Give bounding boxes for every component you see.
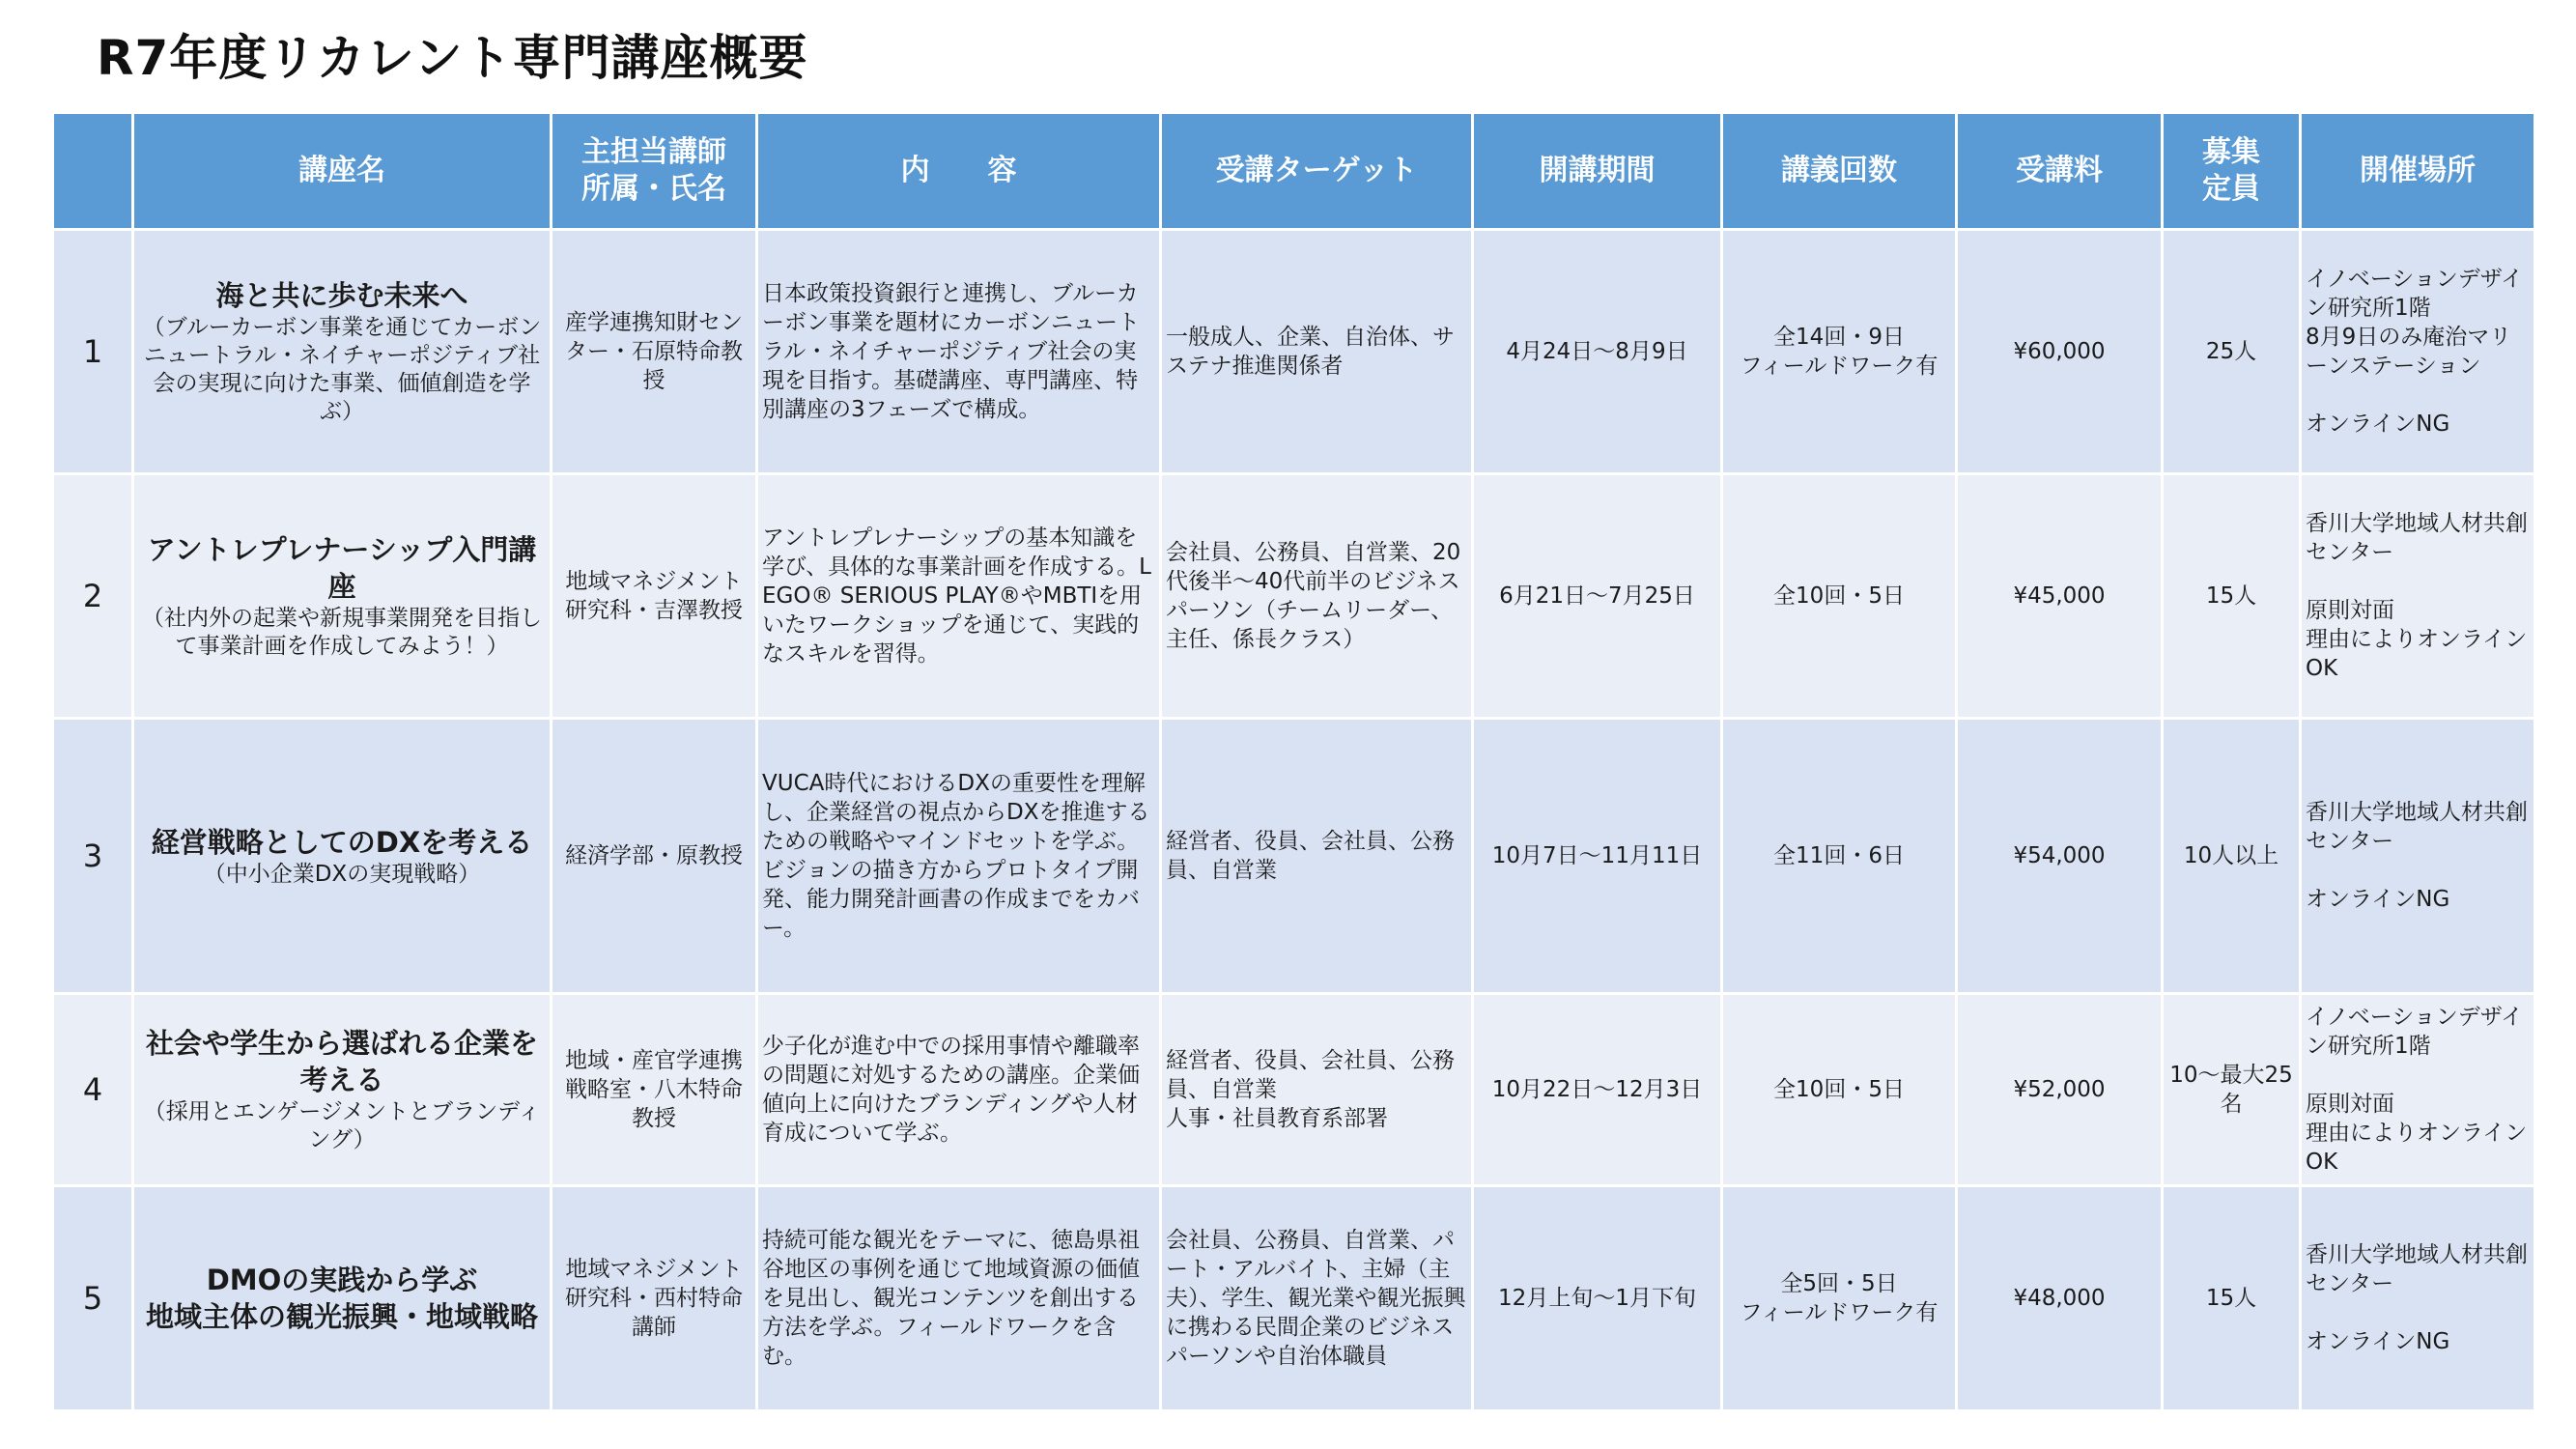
sessions-cell: 全10回・5日: [1723, 995, 1955, 1184]
course-subtitle: （中小企業DXの実現戦略）: [203, 861, 481, 887]
table-row: [54, 720, 2534, 992]
sessions-cell: 全5回・5日 フィールドワーク有: [1723, 1187, 1955, 1409]
header-course-name: 講座名: [134, 114, 550, 228]
period-cell: 6月21日～7月25日: [1474, 475, 1720, 717]
capacity-cell: 15人: [2164, 475, 2299, 717]
capacity-cell: 25人: [2164, 231, 2299, 472]
venue-cell: 香川大学地域人材共創センター オンラインNG: [2302, 720, 2534, 992]
capacity-cell: 10～最大25名: [2164, 995, 2299, 1184]
course-name: DMOの実践から学ぶ 地域主体の観光振興・地域戦略: [145, 1264, 538, 1333]
course-name: 社会や学生から選ばれる企業を考える: [145, 1027, 538, 1096]
table-row: [54, 1187, 2534, 1409]
header-fee: 受講料: [1958, 114, 2161, 228]
header-capacity: 募集 定員: [2164, 114, 2299, 228]
header-venue: 開催場所: [2302, 114, 2534, 228]
course-subtitle: （社内外の起業や新規事業開発を目指して事業計画を作成してみよう！）: [142, 606, 542, 659]
course-name: 海と共に歩む未来へ: [215, 279, 468, 312]
course-name-cell: [134, 231, 550, 472]
instructor-cell: 地域マネジメント研究科・西村特命講師: [552, 1187, 755, 1409]
course-table: [51, 111, 2536, 1412]
target-cell: 会社員、公務員、自営業、20代後半～40代前半のビジネスパーソン（チームリーダー、主任、係長クラス）: [1162, 475, 1471, 717]
row-number: 2: [54, 475, 131, 717]
target-cell: 会社員、公務員、自営業、パート・アルバイト、主婦（主夫）、学生、観光業や観光振興に携わる民間企業のビジネスパーソンや自治体職員: [1162, 1187, 1471, 1409]
header-instructor: 主担当講師 所属・氏名: [552, 114, 755, 228]
content-cell: アントレプレナーシップの基本知識を学び、具体的な事業計画を作成する。LEGO® SERIOUS PLAY®やMBTIを用いたワークショップを通じて、実践的なスキルを習得。: [758, 475, 1159, 717]
course-name: 経営戦略としてのDXを考える: [151, 825, 533, 859]
course-subtitle: （採用とエンゲージメントとブランディング）: [143, 1099, 541, 1152]
course-name-cell: [134, 720, 550, 992]
course-name-cell: [134, 1187, 550, 1409]
header-no: [54, 114, 131, 228]
row-number: 4: [54, 995, 131, 1184]
page-title: R7年度リカレント専門講座概要: [97, 30, 808, 86]
fee-cell: ¥60,000: [1958, 231, 2161, 472]
course-name: アントレプレナーシップ入門講座: [147, 533, 537, 603]
content-cell: VUCA時代におけるDXの重要性を理解し、企業経営の視点からDXを推進するための戦略やマインドセットを学ぶ。ビジョンの描き方からプロトタイプ開発、能力開発計画書の作成までをカバー。: [758, 720, 1159, 992]
row-number: 3: [54, 720, 131, 992]
header-row: [54, 114, 2534, 228]
period-cell: 4月24日～8月9日: [1474, 231, 1720, 472]
target-cell: 一般成人、企業、自治体、サステナ推進関係者: [1162, 231, 1471, 472]
target-cell: 経営者、役員、会社員、公務員、自営業 人事・社員教育系部署: [1162, 995, 1471, 1184]
instructor-cell: 産学連携知財センター・石原特命教授: [552, 231, 755, 472]
sessions-cell: 全10回・5日: [1723, 475, 1955, 717]
venue-cell: 香川大学地域人材共創センター オンラインNG: [2302, 1187, 2534, 1409]
period-cell: 10月22日～12月3日: [1474, 995, 1720, 1184]
table-row: [54, 995, 2534, 1184]
venue-cell: 香川大学地域人材共創センター 原則対面 理由によりオンラインOK: [2302, 475, 2534, 717]
content-cell: 少子化が進む中での採用事情や離職率の問題に対処するための講座。企業価値向上に向けたブランディングや人材育成について学ぶ。: [758, 995, 1159, 1184]
course-name-cell: [134, 475, 550, 717]
content-cell: 持続可能な観光をテーマに、徳島県祖谷地区の事例を通じて地域資源の価値を見出し、観光コンテンツを創出する方法を学ぶ。フィールドワークを含む。: [758, 1187, 1159, 1409]
period-cell: 10月7日～11月11日: [1474, 720, 1720, 992]
header-target: 受講ターゲット: [1162, 114, 1471, 228]
fee-cell: ¥54,000: [1958, 720, 2161, 992]
instructor-cell: 地域マネジメント研究科・吉澤教授: [552, 475, 755, 717]
row-number: 1: [54, 231, 131, 472]
sessions-cell: 全14回・9日 フィールドワーク有: [1723, 231, 1955, 472]
capacity-cell: 15人: [2164, 1187, 2299, 1409]
fee-cell: ¥48,000: [1958, 1187, 2161, 1409]
capacity-cell: 10人以上: [2164, 720, 2299, 992]
header-content: 内 容: [758, 114, 1159, 228]
row-number: 5: [54, 1187, 131, 1409]
period-cell: 12月上旬～1月下旬: [1474, 1187, 1720, 1409]
venue-cell: イノベーションデザイン研究所1階 8月9日のみ庵治マリーンステーション オンラインNG: [2302, 231, 2534, 472]
sessions-cell: 全11回・6日: [1723, 720, 1955, 992]
fee-cell: ¥45,000: [1958, 475, 2161, 717]
course-subtitle: （ブルーカーボン事業を通じてカーボンニュートラル・ネイチャーポジティブ社会の実現に向けた事業、価値創造を学ぶ）: [142, 315, 542, 424]
fee-cell: ¥52,000: [1958, 995, 2161, 1184]
table-row: [54, 475, 2534, 717]
content-cell: 日本政策投資銀行と連携し、ブルーカーボン事業を題材にカーボンニュートラル・ネイチャーポジティブ社会の実現を目指す。基礎講座、専門講座、特別講座の3フェーズで構成。: [758, 231, 1159, 472]
course-name-cell: [134, 995, 550, 1184]
instructor-cell: 経済学部・原教授: [552, 720, 755, 992]
venue-cell: イノベーションデザイン研究所1階 原則対面 理由によりオンラインOK: [2302, 995, 2534, 1184]
instructor-cell: 地域・産官学連携戦略室・八木特命教授: [552, 995, 755, 1184]
table-row: [54, 231, 2534, 472]
header-sessions: 講義回数: [1723, 114, 1955, 228]
header-period: 開講期間: [1474, 114, 1720, 228]
target-cell: 経営者、役員、会社員、公務員、自営業: [1162, 720, 1471, 992]
